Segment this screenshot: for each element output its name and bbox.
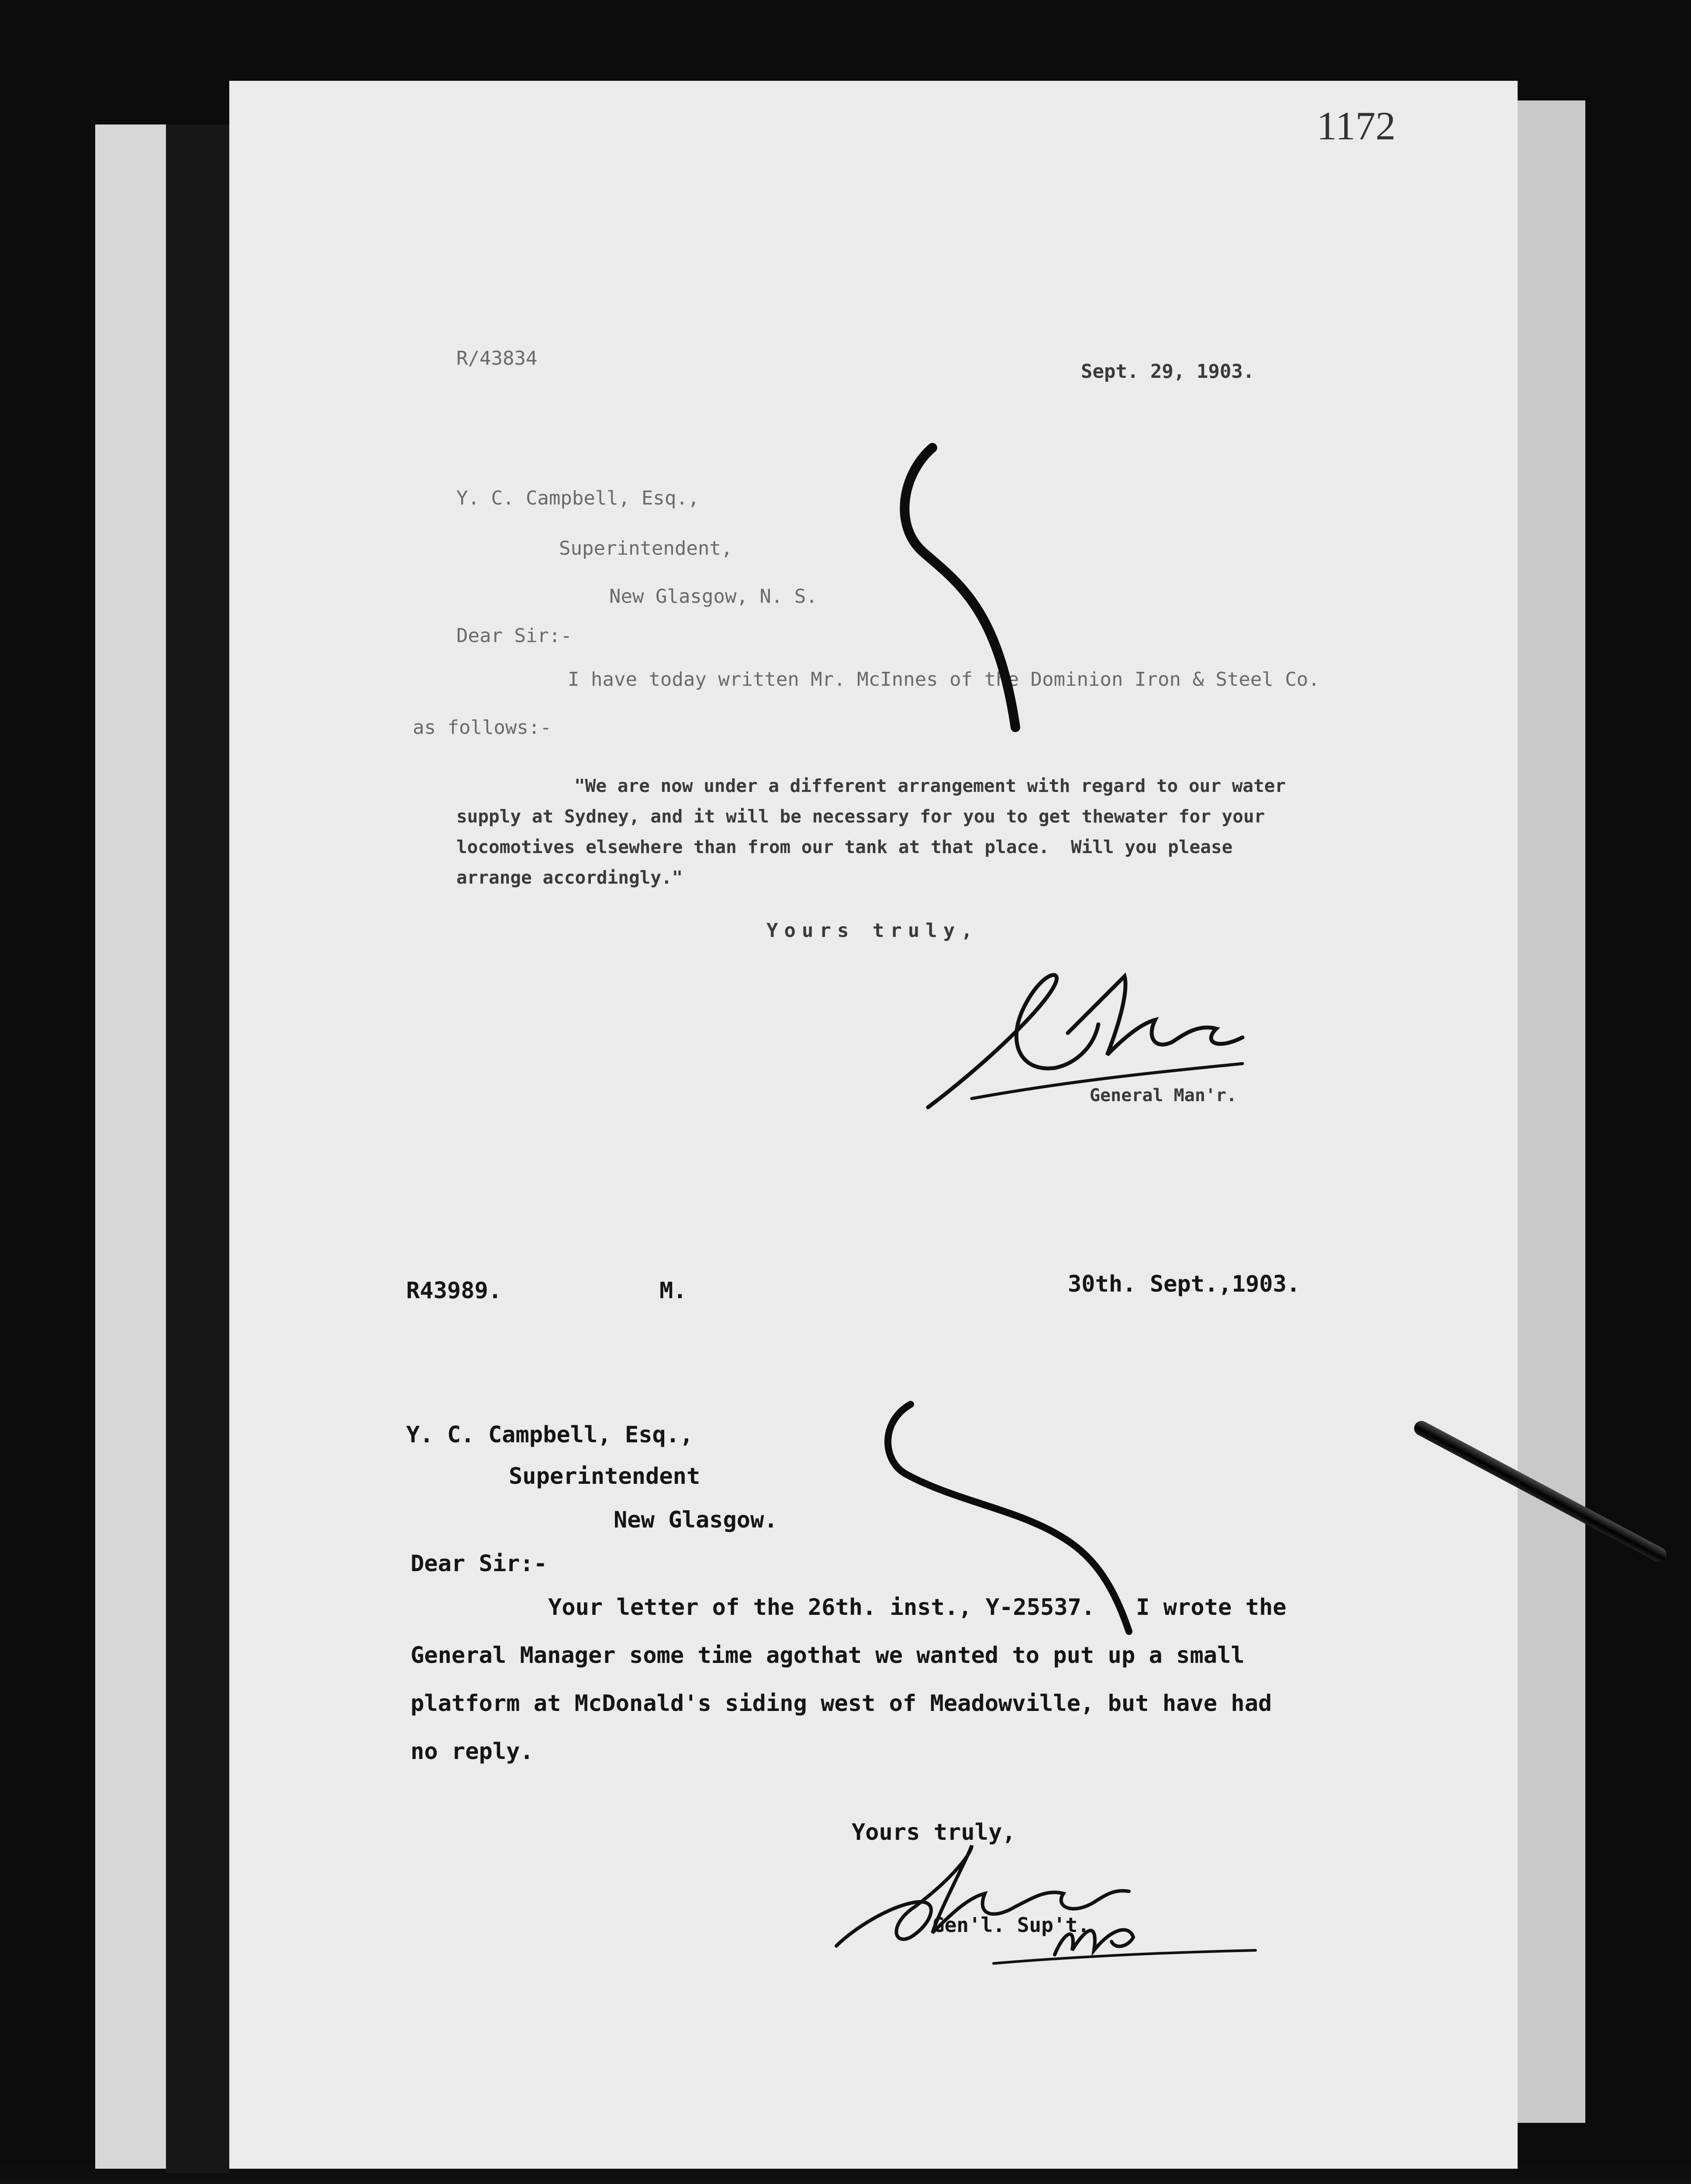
letter2-body-line3: platform at McDonald's siding west of Meadowville, but have had bbox=[411, 1690, 1272, 1717]
letter2-place: New Glasgow. bbox=[614, 1507, 778, 1533]
letter1-title: Superintendent, bbox=[559, 537, 733, 560]
file-check-mark-2 bbox=[884, 1396, 1155, 1640]
file-check-mark bbox=[884, 439, 1059, 745]
letter2-title: Superintendent bbox=[509, 1463, 701, 1489]
letter1-quote-line4: arrange accordingly." bbox=[456, 867, 683, 888]
letter2-sign-title: Gen'l. Sup't. bbox=[932, 1913, 1090, 1937]
letter1-quote-line2: supply at Sydney, and it will be necessary for you to get thewater for your bbox=[456, 806, 1265, 827]
letter2-body-line2: General Manager some time agothat we wanted to put up a small bbox=[411, 1642, 1245, 1669]
letter1-sign-title: General Man'r. bbox=[1090, 1085, 1237, 1106]
letter1-place: New Glasgow, N. S. bbox=[609, 585, 818, 608]
letter1-quote-line3: locomotives elsewhere than from our tank at that place. Will you please bbox=[456, 836, 1233, 857]
letter1-body-line2: as follows:- bbox=[413, 716, 552, 739]
page-number: 1172 bbox=[1317, 104, 1396, 148]
letter2-reference: R43989. bbox=[406, 1278, 502, 1304]
letter1-date: Sept. 29, 1903. bbox=[1081, 360, 1255, 383]
letter1-reference: R/43834 bbox=[456, 347, 538, 370]
page-gutter-shadow bbox=[166, 124, 229, 2173]
letterbook-page bbox=[229, 81, 1518, 2169]
letter1-closing: Yours truly, bbox=[766, 919, 979, 942]
letter2-initial: M. bbox=[659, 1278, 687, 1304]
letter2-salutation: Dear Sir:- bbox=[411, 1551, 548, 1577]
letter1-addressee: Y. C. Campbell, Esq., bbox=[456, 487, 700, 509]
letter2-date: 30th. Sept.,1903. bbox=[1068, 1271, 1301, 1297]
letter2-body-line4: no reply. bbox=[411, 1738, 534, 1765]
letter1-body-line1: I have today written Mr. McInnes of the Dominion Iron & Steel Co. bbox=[568, 668, 1320, 691]
letter2-closing: Yours truly, bbox=[852, 1819, 1016, 1845]
letter2-body-line1: Your letter of the 26th. inst., Y-25537. I wrote the bbox=[548, 1594, 1287, 1621]
letter2-signature bbox=[828, 1832, 1299, 1972]
letter1-salutation: Dear Sir:- bbox=[456, 625, 572, 647]
letter1-quote-line1: "We are now under a different arrangement with regard to our water bbox=[574, 775, 1286, 796]
letter2-addressee: Y. C. Campbell, Esq., bbox=[406, 1422, 694, 1448]
